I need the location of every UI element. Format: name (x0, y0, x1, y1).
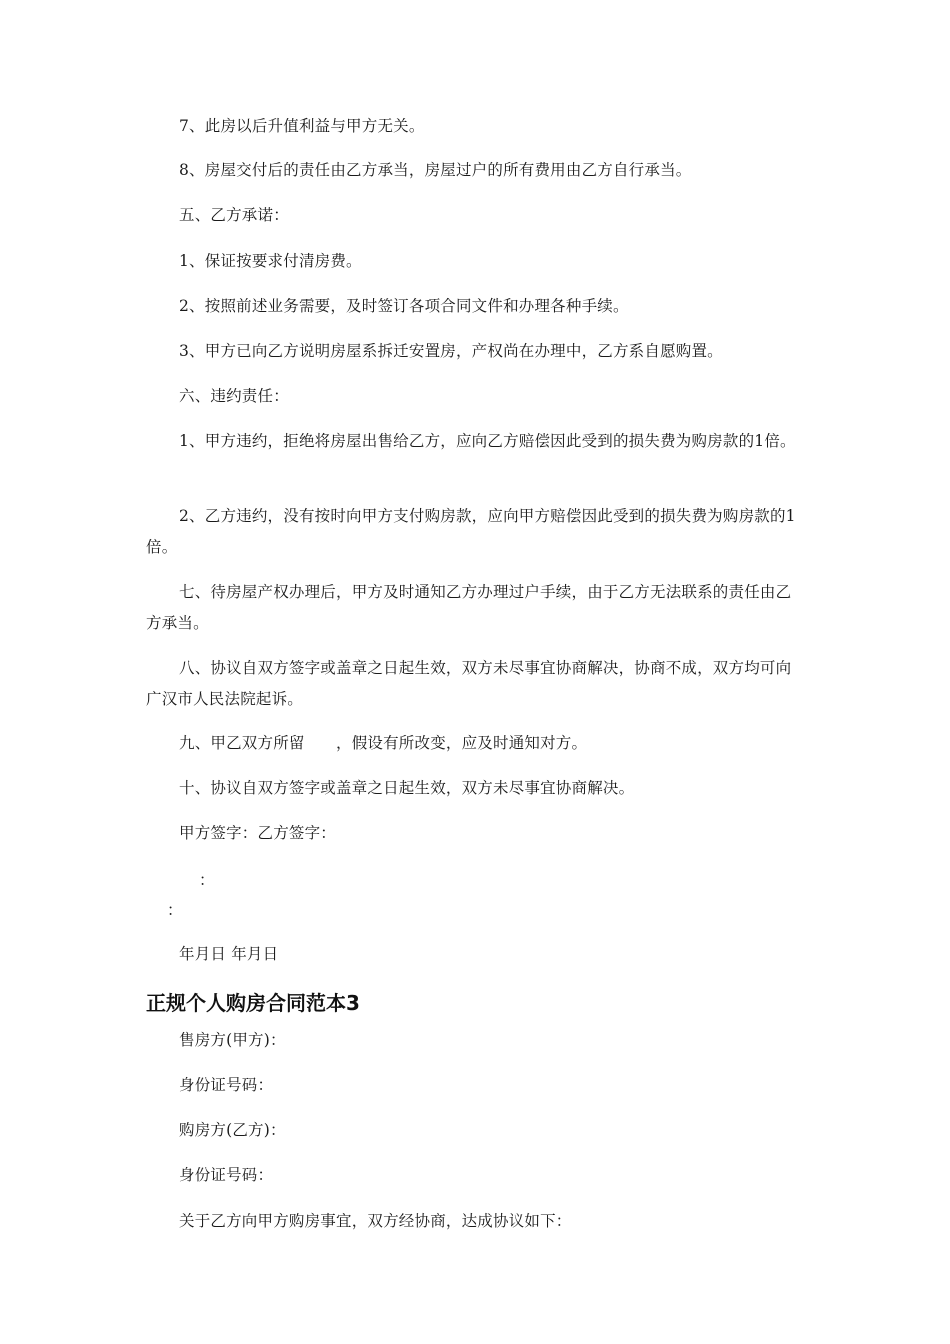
colon-mark-a: ： (199, 871, 215, 889)
breach-2: 2、乙方违约，没有按时向甲方支付购房款，应向甲方赔偿因此受到的损失费为购房款的1倍。 (146, 507, 796, 556)
clause-ten: 十、协议自双方签字或盖章之日起生效，双方未尽事宜协商解决。 (179, 779, 635, 797)
clause-7: 7、此房以后升值利益与甲方无关。 (179, 117, 425, 135)
signature-line: 甲方签字：乙方签字： (179, 824, 337, 842)
breach-1: 1、甲方违约，拒绝将房屋出售给乙方，应向乙方赔偿因此受到的损失费为购房款的1倍。 (179, 432, 796, 450)
buyer-id-field: 身份证号码： (179, 1166, 274, 1184)
section-six-heading: 六、违约责任： (179, 387, 289, 405)
promise-1: 1、保证按要求付清房费。 (179, 252, 362, 270)
promise-2: 2、按照前述业务需要，及时签订各项合同文件和办理各种手续。 (179, 297, 629, 315)
buyer-field: 购房方(乙方)： (179, 1121, 286, 1139)
clause-eight: 八、协议自双方签字或盖章之日起生效，双方未尽事宜协商解决，协商不成，双方均可向广汉市人民法院起诉。 (146, 659, 792, 708)
agreement-intro: 关于乙方向甲方购房事宜，双方经协商，达成协议如下： (179, 1212, 572, 1230)
seller-field: 售房方(甲方)： (179, 1031, 286, 1049)
section-five-heading: 五、乙方承诺： (179, 206, 289, 224)
date-line: 年月日 年月日 (179, 945, 279, 963)
colon-mark-b: ： (167, 901, 183, 919)
clause-8: 8、房屋交付后的责任由乙方承当，房屋过户的所有费用由乙方自行承当。 (179, 161, 692, 179)
promise-3: 3、甲方已向乙方说明房屋系拆迁安置房，产权尚在办理中，乙方系自愿购置。 (179, 342, 723, 360)
clause-seven: 七、待房屋产权办理后，甲方及时通知乙方办理过户手续，由于乙方无法联系的责任由乙方承当。 (146, 583, 792, 632)
seller-id-field: 身份证号码： (179, 1076, 274, 1094)
clause-nine: 九、甲乙双方所留 ，假设有所改变，应及时通知对方。 (179, 734, 588, 752)
section-title: 正规个人购房合同范本3 (146, 991, 360, 1015)
